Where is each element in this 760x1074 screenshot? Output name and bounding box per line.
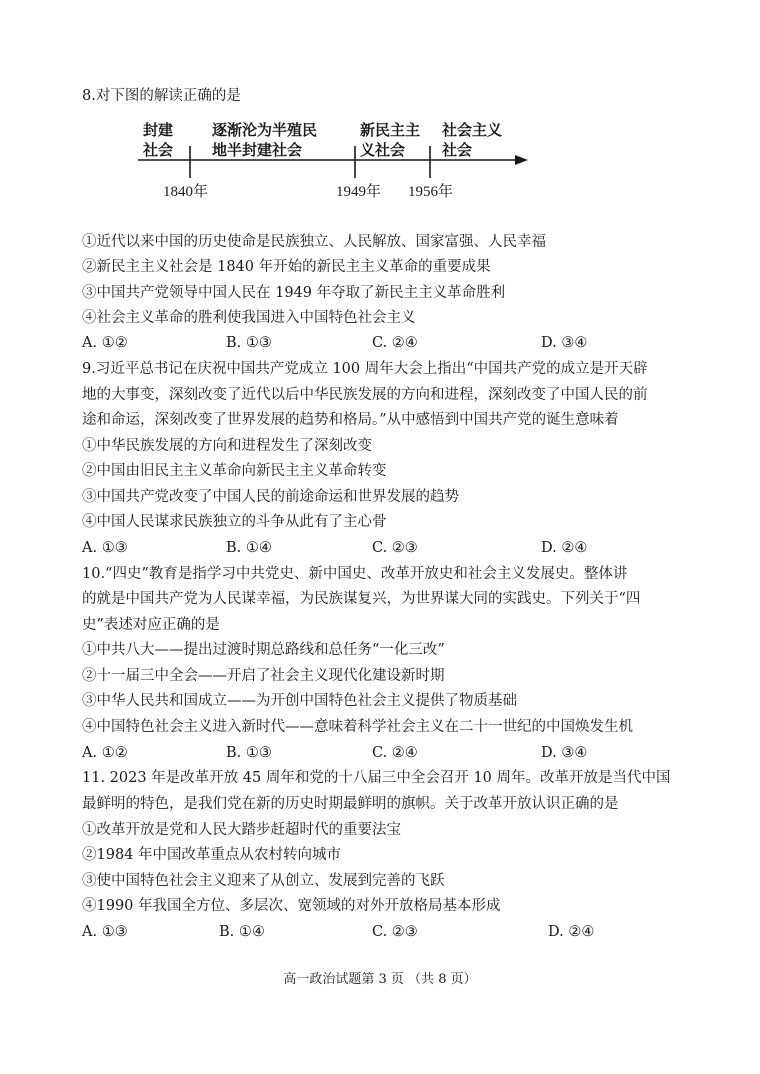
q8-item-3: ③中国共产党领导中国人民在 1949 年夺取了新民主主义革命胜利 [82,285,506,301]
q9-option-c: C. ②③ [372,540,418,556]
q10-stem-line-3: 史”表述对应正确的是 [82,617,220,633]
q8-option-d: D. ③④ [541,335,588,351]
timeline-year-1949: 1949年 [336,184,382,200]
q11-item-4: ④1990 年我国全方位、多层次、宽领域的对外开放格局基本形成 [82,898,501,914]
q8-stem: 8.对下图的解读正确的是 [82,88,241,104]
timeline-period-3: 新民主主 义社会 [360,121,421,159]
q11-options [82,923,702,941]
q11-option-d: D. ②④ [548,924,595,940]
timeline-period-2: 逐渐沦为半殖民 地半封建社会 [212,121,318,159]
q11-option-c: C. ②③ [372,924,418,940]
q11-stem-line-2: 最鲜明的特色，是我们党在新的历史时期最鲜明的旗帜。关于改革开放认识正确的是 [82,796,619,812]
q9-stem-line-3: 途和命运，深刻改变了世界发展的趋势和格局。”从中感悟到中国共产党的诞生意味着 [82,412,619,428]
q8-option-c: C. ②④ [372,335,418,351]
q10-option-d: D. ③④ [541,745,588,761]
q11-item-3: ③使中国特色社会主义迎来了从创立、发展到完善的飞跃 [82,873,445,889]
q10-item-3: ③中华人民共和国成立——为开创中国特色社会主义提供了物质基础 [82,693,517,709]
q9-stem-line-1: 9.习近平总书记在庆祝中国共产党成立 100 周年大会上指出“中国共产党的成立是开天辟 [82,361,648,377]
q9-item-1: ①中华民族发展的方向和进程发生了深刻改变 [82,438,372,454]
q8-option-a: A. ①② [82,335,128,351]
q11-option-a: A. ①③ [82,924,128,940]
q8-options [82,334,702,352]
q10-item-2: ②十一届三中全会——开启了社会主义现代化建设新时期 [82,668,445,684]
timeline-period-1: 封建 社会 [143,121,174,159]
q10-item-1: ①中共八大——提出过渡时期总路线和总任务“一化三改” [82,642,445,658]
page-footer: 高一政治试题第 3 页 （共 8 页） [283,972,477,987]
q9-option-a: A. ①③ [82,540,128,556]
q9-option-d: D. ②④ [541,540,588,556]
q8-item-4: ④社会主义革命的胜利使我国进入中国特色社会主义 [82,310,416,326]
timeline-diagram [0,0,760,210]
q11-option-b: B. ①④ [219,924,265,940]
q8-option-b: B. ①③ [226,335,272,351]
q10-item-4: ④中国特色社会主义进入新时代——意味着科学社会主义在二十一世纪的中国焕发生机 [82,719,633,735]
q10-option-a: A. ①② [82,745,128,761]
timeline-axis [0,0,760,210]
timeline-year-1956: 1956年 [408,184,454,200]
q10-stem-line-2: 的就是中国共产党为人民谋幸福，为民族谋复兴，为世界谋大同的实践史。下列关于“四 [82,591,641,607]
timeline-period-4: 社会主义 社会 [442,121,503,159]
q10-stem-line-1: 10.“四史”教育是指学习中共党史、新中国史、改革开放史和社会主义发展史。整体讲 [82,566,628,582]
q9-item-2: ②中国由旧民主主义革命向新民主主义革命转变 [82,463,387,479]
q10-option-b: B. ①③ [226,745,272,761]
q9-option-b: B. ①④ [226,540,272,556]
timeline-year-1840: 1840年 [163,184,209,200]
q8-item-1: ①近代以来中国的历史使命是民族独立、人民解放、国家富强、人民幸福 [82,234,546,250]
q9-options [82,539,702,557]
q8-item-2: ②新民主主义社会是 1840 年开始的新民主主义革命的重要成果 [82,259,491,275]
q9-stem-line-2: 地的大事变，深刻改变了近代以后中华民族发展的方向和进程，深刻改变了中国人民的前 [82,387,648,403]
q10-options [82,744,702,762]
q11-item-2: ②1984 年中国改革重点从农村转向城市 [82,847,342,863]
q9-item-3: ③中国共产党改变了中国人民的前途命运和世界发展的趋势 [82,489,459,505]
q10-option-c: C. ②④ [372,745,418,761]
q11-stem-line-1: 11. 2023 年是改革开放 45 周年和党的十八届三中全会召开 10 周年。改革开放是当代中国 [82,770,671,786]
q11-item-1: ①改革开放是党和人民大踏步赶超时代的重要法宝 [82,822,401,838]
q9-item-4: ④中国人民谋求民族独立的斗争从此有了主心骨 [82,514,387,530]
